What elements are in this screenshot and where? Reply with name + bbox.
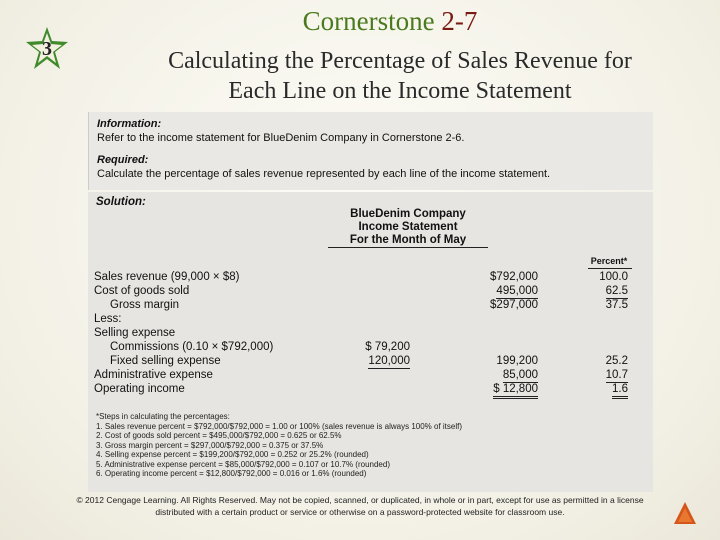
- subtitle-line-2: Each Line on the Income Statement: [228, 78, 572, 104]
- statement-header: [328, 208, 488, 248]
- step-item: 4. Selling expense percent = $199,200/$792,000 = 0.252 or 25.2% (rounded): [96, 450, 369, 459]
- row-label: Administrative expense: [94, 369, 213, 381]
- step-item: 3. Gross margin percent = $297,000/$792,000 = 0.375 or 37.5%: [96, 440, 324, 450]
- steps-heading: *Steps in calculating the percentages:: [96, 412, 230, 421]
- table-row: [88, 340, 653, 354]
- copyright-footer: [40, 494, 680, 518]
- row-sub-amount: $ 79,200: [365, 341, 410, 353]
- copyright-line-2: distributed with a certain product or service or otherwise on a password-protected website for classroom use.: [155, 507, 565, 517]
- step-item: 6. Operating income percent = $12,800/$792,000 = 0.016 or 1.6% (rounded): [96, 469, 367, 478]
- solution-heading: Solution:: [96, 196, 146, 208]
- title-number: 2-7: [441, 6, 478, 36]
- row-amount: $792,000: [490, 271, 538, 283]
- information-heading: Information:: [97, 118, 162, 130]
- table-row: [88, 368, 653, 382]
- step-item: 2. Cost of goods sold percent = $495,000/$792,000 = 0.625 or 62.5%: [96, 431, 342, 440]
- required-text: Calculate the percentage of sales revenue represented by each line of the income statement.: [97, 168, 551, 180]
- row-sub-amount: 120,000: [368, 355, 410, 367]
- row-label: Selling expense: [94, 327, 176, 339]
- row-amount: 495,000: [496, 285, 538, 297]
- table-row: [88, 326, 653, 340]
- slide-title: [180, 6, 600, 37]
- solution-panel: [88, 192, 653, 408]
- percent-header-rule: [588, 268, 632, 269]
- row-label: Commissions (0.10 × $792,000): [110, 341, 274, 353]
- table-row: [88, 298, 653, 312]
- table-row: [88, 312, 653, 326]
- row-amount: $297,000: [490, 299, 538, 311]
- slide-subtitle: [100, 46, 700, 106]
- slide-number-badge: [24, 26, 70, 72]
- information-text: Refer to the income statement for BlueDenim Company in Cornerstone 2-6.: [97, 132, 465, 144]
- table-row: [88, 270, 653, 284]
- row-percent: 100.0: [599, 271, 628, 283]
- title-word: Cornerstone: [302, 6, 435, 36]
- row-percent: 25.2: [605, 355, 628, 367]
- row-label: Sales revenue (99,000 × $8): [94, 271, 240, 283]
- row-label: Gross margin: [110, 299, 180, 311]
- info-panel: [88, 112, 653, 190]
- copyright-line-1: © 2012 Cengage Learning. All Rights Reserved. May not be copied, scanned, or duplicated, in whole or in part, except for use as permitted in a license: [76, 495, 644, 505]
- row-label: Less:: [94, 313, 122, 325]
- row-percent: 62.5: [605, 285, 628, 297]
- row-amount: 199,200: [496, 355, 538, 367]
- row-label: Fixed selling expense: [110, 355, 221, 367]
- company-name: BlueDenim Company: [350, 208, 466, 220]
- statement-period: For the Month of May: [328, 234, 488, 248]
- row-label: Operating income: [94, 383, 185, 395]
- required-heading: Required:: [97, 154, 149, 166]
- table-row: [88, 284, 653, 298]
- step-item: 5. Administrative expense percent = $85,000/$792,000 = 0.107 or 10.7% (rounded): [96, 459, 390, 469]
- row-percent: 10.7: [605, 369, 628, 381]
- steps-notes: [88, 408, 653, 492]
- table-row: [88, 382, 653, 396]
- row-percent: 1.6: [612, 382, 628, 399]
- badge-number: 3: [42, 37, 52, 60]
- row-amount: 85,000: [502, 369, 538, 381]
- row-percent: 37.5: [605, 299, 628, 311]
- statement-name: Income Statement: [358, 221, 458, 233]
- triangle-arrow-icon: [672, 500, 698, 526]
- row-amount: $ 12,800: [493, 382, 538, 399]
- next-slide-button[interactable]: [672, 500, 698, 526]
- step-item: 1. Sales revenue percent = $792,000/$792,000 = 1.00 or 100% (sales revenue is always 100% of itself): [96, 421, 463, 431]
- percent-header: Percent*: [590, 256, 628, 266]
- table-row: [88, 354, 653, 368]
- row-label: Cost of goods sold: [94, 285, 190, 297]
- subtitle-line-1: Calculating the Percentage of Sales Revenue for: [168, 48, 632, 74]
